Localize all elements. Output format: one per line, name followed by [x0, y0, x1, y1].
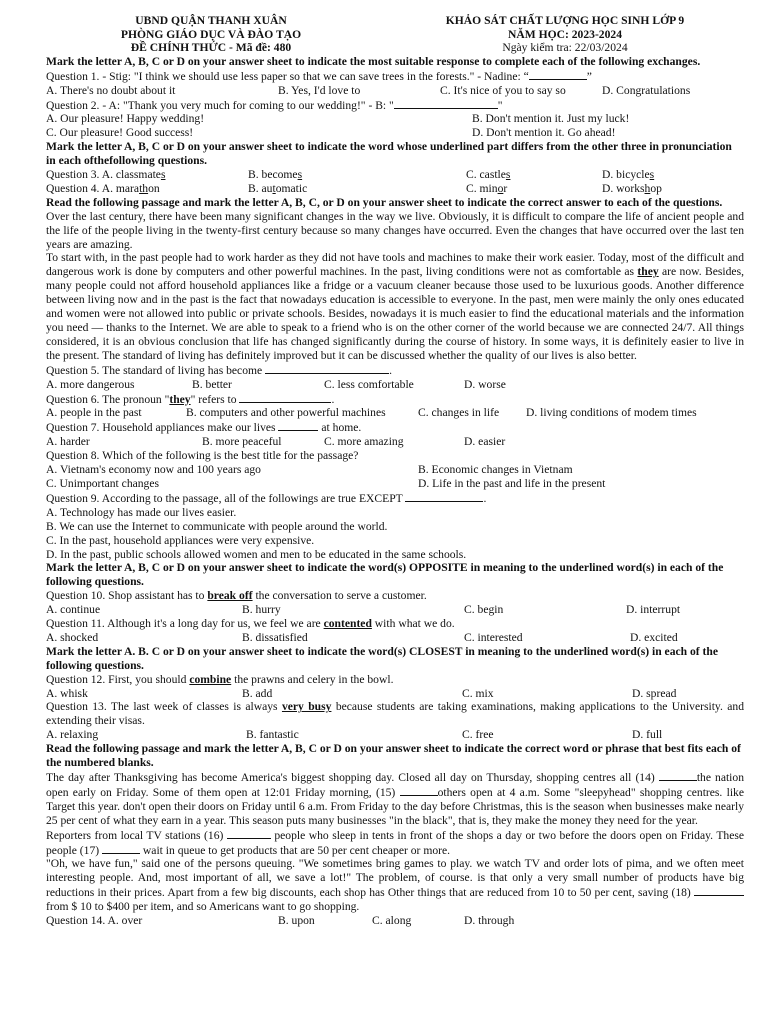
- text-segment: Question 9. According to the passage, all of the followings are true EXCEPT: [46, 491, 403, 505]
- text-segment: on: [148, 181, 160, 195]
- option-a: A. continue: [46, 603, 101, 617]
- text-segment: Question 13. The last week of classes is always: [46, 700, 282, 714]
- text-segment: [46, 477, 744, 491]
- option-a: A. Technology has made our lives easier.: [46, 505, 237, 519]
- option-b: B. Don't mention it. Just my luck!: [472, 112, 630, 126]
- option-d: D. Congratulations: [602, 83, 691, 97]
- option-b: B. add: [242, 686, 273, 700]
- answer-blank: [239, 392, 331, 403]
- option-d: D. spread: [632, 686, 677, 700]
- instruction-reading-1: Read the following passage and mark the letter A, B, C, or D on your answer sheet to indicate the correct answer to each of the questions.: [46, 195, 723, 209]
- passage-1-paragraph-2: [46, 251, 744, 362]
- question-6: [46, 392, 744, 421]
- option-b: B. hurry: [242, 603, 281, 617]
- text-segment: [46, 700, 744, 728]
- text-segment: Question 1. - Stig: "I think we should use less paper so that we can save trees in the forests." - Nadine: “: [46, 69, 529, 83]
- option-b: B. more peaceful: [202, 435, 282, 449]
- option-a: A. Our pleasure! Happy wedding!: [46, 112, 205, 126]
- text-segment: [46, 98, 744, 113]
- underlined-text: th: [139, 181, 149, 195]
- question-11: [46, 617, 744, 645]
- text-segment: The day after Thanksgiving has become America's biggest shopping day. Closed all day on Thursday, shopping centres all (14): [46, 771, 659, 784]
- answer-blank: [529, 69, 587, 80]
- underlined-text: break off: [207, 589, 253, 603]
- underlined-text: s: [505, 168, 511, 182]
- department-name: PHÒNG GIÁO DỤC VÀ ĐÀO TẠO: [120, 27, 302, 41]
- option-a: A. relaxing: [46, 728, 99, 742]
- underlined-text: s: [297, 168, 303, 182]
- option-c: C. In the past, household appliances were very expensive.: [46, 533, 315, 547]
- option-d: D. worse: [464, 377, 506, 391]
- passage-2-paragraph-1: [46, 770, 744, 828]
- text-segment: [46, 603, 744, 617]
- text-segment: others open at 4 a.m. Some "sleepyhead" shopping centres. like Target this year. don't open their doors on Friday until 6 a.m. From Friday to the day before Christmas, this is the season when businesses make nearly 25 per cent of what they earn in a year. This season puts many businesses "in the black", that is, they make the money they need for the year.: [46, 785, 744, 827]
- answer-blank: [400, 785, 438, 796]
- underlined-text: o: [497, 181, 504, 195]
- instruction-cloze: Read the following passage and mark the letter A, B, C or D on your answer sheet to indicate the correct word or phrase that best fits each of the numbered blanks.: [46, 742, 741, 770]
- question-13: [46, 700, 744, 742]
- option-b: B. computers and other powerful machines: [186, 406, 386, 420]
- text-segment: Question 7. Household appliances make our lives: [46, 421, 276, 435]
- text-segment: Question 10. Shop assistant has to: [46, 589, 208, 603]
- question-2: [46, 98, 744, 141]
- exam-title: KHẢO SÁT CHẤT LƯỢNG HỌC SINH LỚP 9: [445, 14, 685, 27]
- underlined-text: contented: [323, 617, 372, 631]
- exam-date: Ngày kiểm tra: 22/03/2024: [502, 41, 628, 55]
- option-d: D. interrupt: [626, 603, 681, 617]
- text-segment: omatic: [275, 181, 308, 195]
- text-segment: [46, 435, 744, 449]
- text-segment: C. min: [466, 181, 498, 195]
- answer-blank: [278, 420, 318, 431]
- text-segment: ": [497, 98, 503, 112]
- option-b: B. fantastic: [246, 728, 299, 742]
- text-segment: [46, 631, 744, 645]
- option-c: C. free: [462, 728, 494, 742]
- underlined-text: t: [272, 181, 276, 195]
- text-segment: op: [650, 181, 662, 195]
- question-10: [46, 589, 744, 617]
- option-a: A. There's no doubt about it: [46, 83, 176, 97]
- option-d: D. Don't mention it. Go ahead!: [472, 126, 616, 140]
- text-segment: Question 6. The pronoun ": [46, 392, 170, 406]
- question-12: [46, 673, 744, 701]
- text-segment: [46, 420, 744, 435]
- text-segment: [46, 463, 744, 477]
- text-segment: [46, 728, 744, 742]
- text-segment: [46, 112, 744, 126]
- option-c: C. interested: [464, 630, 523, 644]
- question-1: [46, 69, 744, 98]
- option-c: [466, 182, 602, 196]
- instruction-opposite: Mark the letter A, B, C or D on your answer sheet to indicate the word(s) OPPOSITE in meaning to the underlined word(s) in each of the following questions.: [46, 561, 724, 589]
- option-a: A. Vietnam's economy now and 100 years ago: [46, 463, 261, 477]
- option-c: C. changes in life: [418, 406, 500, 420]
- text-segment: because students are taking examinations, making applications to the University. and extending their visas.: [46, 700, 744, 728]
- district-name: UBND QUẬN THANH XUÂN: [135, 14, 287, 27]
- option-c: C. more amazing: [324, 435, 404, 449]
- option-d: D. In the past, public schools allowed women and men to be educated in the same schools.: [46, 547, 467, 561]
- school-year: NĂM HỌC: 2023-2024: [508, 27, 622, 41]
- option-c: [466, 168, 602, 182]
- answer-blank: [227, 828, 271, 839]
- option-b: B. upon: [278, 914, 315, 928]
- text-segment: wait in queue to get products that are 50 per cent cheaper or more.: [140, 843, 451, 857]
- text-segment: the nation open early on Friday. Some of them open at 12:01 Friday morning, (15): [46, 771, 745, 799]
- question-14: [46, 914, 744, 928]
- option-b: [248, 182, 466, 196]
- answer-blank: [265, 363, 389, 374]
- text-segment: Reporters from local TV stations (16): [46, 828, 227, 842]
- text-segment: B. au: [248, 181, 273, 195]
- text-segment: from $ 10 to $400 per item, and so Americans want to go shopping.: [46, 900, 360, 914]
- exam-header: [46, 14, 744, 55]
- option-d: [602, 168, 742, 182]
- option-b: B. dissatisfied: [242, 630, 308, 644]
- text-segment: .: [331, 392, 335, 406]
- text-segment: with what we do.: [371, 617, 455, 631]
- option-b: B. better: [192, 377, 232, 391]
- question-3: [46, 168, 744, 182]
- text-segment: Question 8. Which of the following is the best title for the passage?: [46, 449, 359, 463]
- text-segment: [46, 589, 744, 603]
- option-c: C. along: [372, 914, 412, 928]
- text-segment: ”: [586, 69, 592, 83]
- header-right: [376, 14, 744, 55]
- text-segment: Question 11. Although it's a long day for us, we feel we are: [46, 617, 324, 631]
- text-segment: the conversation to serve a customer.: [252, 589, 427, 603]
- option-d: D. Life in the past and life in the present: [418, 476, 606, 490]
- text-segment: [46, 617, 744, 631]
- underlined-text: h: [644, 181, 651, 195]
- instruction-exchanges: Mark the letter A, B, C or D on your answer sheet to indicate the most suitable response to complete each of the following exchanges.: [46, 54, 701, 68]
- question-8: [46, 449, 744, 491]
- exam-page: [46, 14, 744, 928]
- question-7: [46, 420, 744, 449]
- option-d: D. living conditions of modem times: [526, 406, 697, 420]
- instruction-pronunciation: Mark the letter A, B, C or D on your answer sheet to indicate the word whose underlined part differs from the other three in pronunciation in each ofthefollowing questions.: [46, 140, 732, 168]
- text-segment: Question 2. - A: "Thank you very much for coming to our wedding!" - B: ": [46, 98, 394, 112]
- option-d: D. excited: [630, 630, 678, 644]
- option-c: C. Unimportant changes: [46, 476, 160, 490]
- option-c: C. less comfortable: [324, 377, 414, 391]
- text-segment: .: [483, 491, 487, 505]
- underlined-text: s: [649, 168, 655, 182]
- option-c: C. begin: [464, 603, 504, 617]
- text-segment: "Oh, we have fun," said one of the persons queuing. "We sometimes bring games to play. we watch TV and order lots of pima, and we often meet interesting people. And, most important of all, we save a lot!" The problem, of course. is that only a very small number of products have big reductions in their prices. Apart from a few big discounts, each shop has Other things that are reduced from 10 to 50 per cent, saving (18): [46, 857, 744, 900]
- text-segment: [46, 687, 744, 701]
- text-segment: r: [503, 181, 508, 195]
- question-4: [46, 182, 744, 196]
- underlined-text: very busy: [281, 700, 332, 714]
- text-segment: are now. Besides, many people could not afford household appliances like a fridge or a vacuum cleaner because those used to be luxurious goods. Another difference between living now and in the past is the fact that nowadays education is accessible to everyone. In the past, men were mainly the only ones educated and women were not allowed into public or private schools. Besides, nowadays it is much easier to find the educational materials and the information you need — thanks to the Internet. We are able to speak to a friend who is on the other corner of the world because we are connected 24/7. All things considered, it is an obvious conclusion that life has changed significantly during the course of history. In some ways, it is definitely easier to live in the present. The standard of living has definitely improved but it can be discussed whether the quality of our lives is also better.: [46, 265, 744, 362]
- underlined-text: they: [169, 392, 191, 406]
- text-segment: [46, 392, 744, 407]
- option-a: Question 14. A. over: [46, 914, 143, 928]
- question-5: [46, 363, 744, 392]
- passage-2-paragraph-2: [46, 828, 744, 858]
- text-segment: people who sleep in tents in front of the shops a day or two before the doors open on Friday. These people (17): [46, 828, 745, 857]
- text-segment: [46, 406, 744, 420]
- option-d: D. easier: [464, 435, 506, 449]
- text-segment: the prawns and celery in the bowl.: [231, 672, 394, 686]
- text-segment: " refers to: [190, 392, 237, 406]
- option-b: B. Economic changes in Vietnam: [418, 463, 573, 477]
- answer-blank: [694, 885, 744, 896]
- text-segment: C. castle: [466, 168, 506, 182]
- option-a: A. shocked: [46, 630, 99, 644]
- option-d: [602, 182, 742, 196]
- option-c: C. Our pleasure! Good success!: [46, 126, 194, 140]
- exam-code: ĐỀ CHÍNH THỨC - Mã đề: 480: [130, 41, 292, 55]
- question-9: [46, 491, 744, 562]
- option-b: [248, 168, 466, 182]
- text-segment: [46, 69, 744, 84]
- text-segment: Question 12. First, you should: [46, 672, 190, 686]
- option-a: A. harder: [46, 435, 90, 449]
- text-segment: [46, 84, 744, 98]
- underlined-text: s: [160, 168, 166, 182]
- text-segment: D. works: [602, 181, 645, 195]
- text-segment: [46, 378, 744, 392]
- passage-2-paragraph-3: [46, 857, 744, 914]
- header-left: [46, 14, 376, 55]
- answer-blank: [102, 843, 140, 854]
- text-segment: [46, 126, 744, 140]
- option-d: D. through: [464, 914, 515, 928]
- option-c: C. mix: [462, 686, 494, 700]
- option-d: D. full: [632, 728, 663, 742]
- option-c: C. It's nice of you to say so: [440, 83, 566, 97]
- text-segment: Question 3. A. classmate: [46, 168, 161, 182]
- text-segment: [46, 491, 744, 506]
- option-b: B. Yes, I'd love to: [278, 83, 361, 97]
- text-segment: To start with, in the past people had to work harder as they did not have tools and machines to make their work easier. Today, most of the difficult and dangerous work is done by computers and other powerful machines. In the past, living conditions were not as comfortable as: [46, 251, 744, 279]
- text-segment: Question 5. The standard of living has become: [46, 363, 263, 377]
- text-segment: B. become: [248, 168, 298, 182]
- option-a: A. whisk: [46, 686, 88, 700]
- underlined-text: they: [637, 265, 659, 279]
- text-segment: [46, 673, 744, 687]
- answer-blank: [659, 770, 697, 781]
- text-segment: .: [389, 363, 392, 377]
- option-a: [46, 182, 248, 196]
- text-segment: D. bicycle: [602, 168, 650, 182]
- text-segment: at home.: [321, 421, 362, 435]
- answer-blank: [394, 98, 498, 109]
- answer-blank: [405, 491, 483, 502]
- option-a: [46, 168, 248, 182]
- option-a: A. more dangerous: [46, 377, 135, 391]
- option-b: B. We can use the Internet to communicate with people around the world.: [46, 519, 388, 533]
- instruction-closest: Mark the letter A. B. C or D on your answer sheet to indicate the word(s) CLOSEST in meaning to the underlined word(s) in each of the following questions.: [46, 644, 719, 672]
- text-segment: [46, 363, 744, 378]
- option-a: A. people in the past: [46, 406, 142, 420]
- text-segment: Question 4. A. mara: [46, 181, 140, 195]
- passage-1-paragraph-1: Over the last century, there have been many significant changes in the way we live. Obviously, it is difficult to compare the life of ancient people and the life of the people living in the twenty-first century because so many changes have occurred. Even the changes that have occurred over the last ten years are amazing.: [46, 209, 744, 251]
- underlined-text: combine: [189, 672, 232, 686]
